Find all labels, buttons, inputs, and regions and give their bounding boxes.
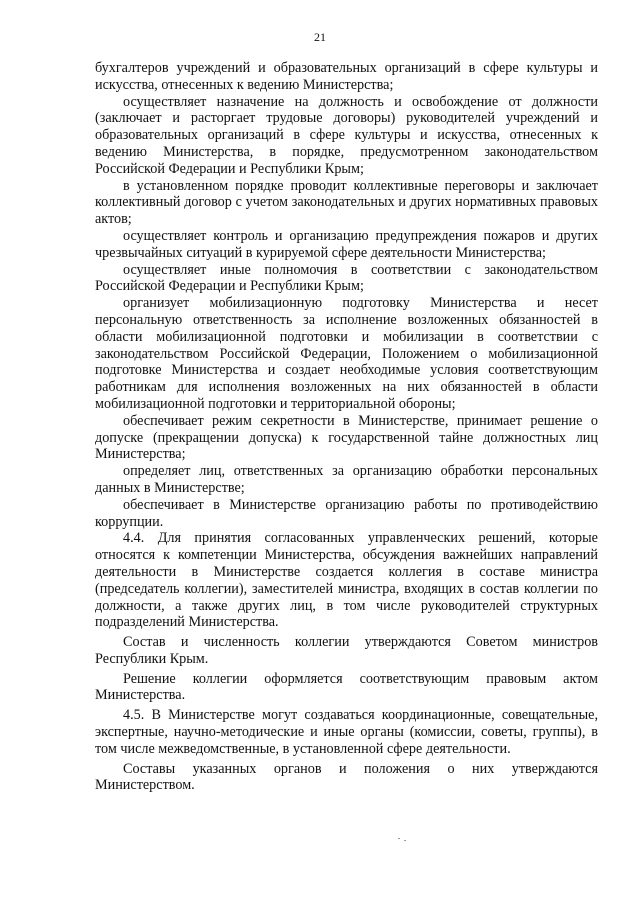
- document-body: [95, 60, 598, 794]
- scan-speck: [404, 840, 406, 841]
- paragraph: 4.4. Для принятия согласованных управленческих решений, которые относятся к компетенции Министерства, обсуждения важнейших направлений деятельности в Министерстве создается коллегия в составе министра (председатель коллегии), заместителей министра, входящих в состав коллегии по должности, а также других лиц, в том числе руководителей структурных подразделений Министерства.: [95, 530, 598, 631]
- paragraph: осуществляет контроль и организацию предупреждения пожаров и других чрезвычайных ситуаций в курируемой сфере деятельности Министерства;: [95, 227, 598, 261]
- paragraph: бухгалтеров учреждений и образовательных организаций в сфере культуры и искусства, отнесенных к ведению Министерства;: [95, 60, 598, 93]
- page-number: 21: [314, 30, 326, 44]
- paragraph: Решение коллегии оформляется соответствующим правовым актом Министерства.: [95, 670, 598, 704]
- paragraph: определяет лиц, ответственных за организацию обработки персональных данных в Министерстве;: [95, 463, 598, 496]
- scan-speck: [398, 838, 400, 839]
- paragraph: обеспечивает режим секретности в Министерстве, принимает решение о допуске (прекращении допуска) к государственной тайне должностных лиц Министерства;: [95, 412, 598, 463]
- paragraph: осуществляет иные полномочия в соответствии с законодательством Российской Федерации и Республики Крым;: [95, 261, 598, 295]
- paragraph: обеспечивает в Министерстве организацию работы по противодействию коррупции.: [95, 496, 598, 530]
- paragraph: организует мобилизационную подготовку Министерства и несет персональную ответственность за исполнение возложенных обязанностей в области мобилизационной подготовки и мобилизации в соответствии с законодательством Российской Федерации, Положением о мобилизационной подготовке Министерства и создает необходимые условия соответствующим работникам для исполнения возложенных на них обязанностей в области мобилизационной подготовки и территориальной обороны;: [95, 295, 598, 412]
- paragraph: в установленном порядке проводит коллективные переговоры и заключает коллективный договор с учетом законодательных и других нормативных правовых актов;: [95, 177, 598, 228]
- paragraph: осуществляет назначение на должность и освобождение от должности (заключает и расторгает трудовые договоры) руководителей учреждений и образовательных организаций в сфере культуры и искусства, отнесенных к ведению Министерства, в порядке, предусмотренном законодательством Российской Федерации и Республики Крым;: [95, 93, 598, 177]
- paragraph: Составы указанных органов и положения о них утверждаются Министерством.: [95, 760, 598, 794]
- paragraph: 4.5. В Министерстве могут создаваться координационные, совещательные, экспертные, научно-методические и иные органы (комиссии, советы, группы), в том числе межведомственные, в установленной сфере деятельности.: [95, 707, 598, 757]
- paragraph: Состав и численность коллегии утверждаются Советом министров Республики Крым.: [95, 634, 598, 667]
